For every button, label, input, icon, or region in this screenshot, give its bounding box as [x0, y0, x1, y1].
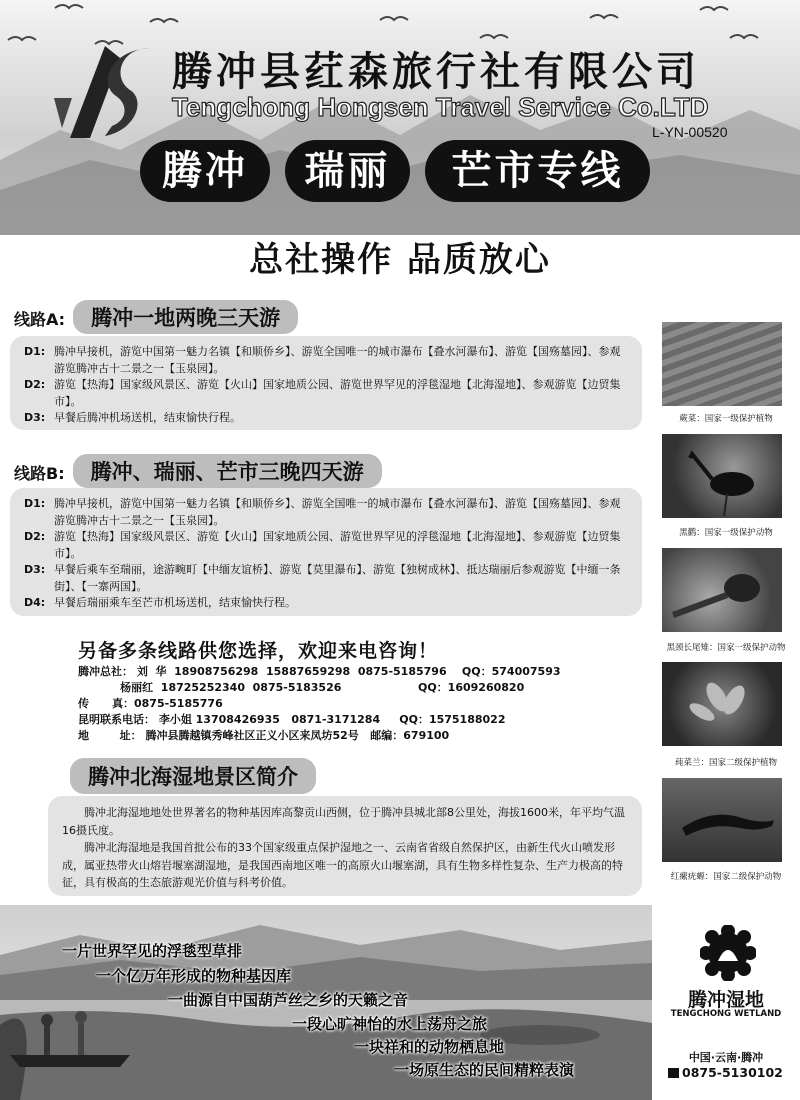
phone-icon	[668, 1068, 679, 1078]
contact-line: 地 址： 腾冲县腾越镇秀峰社区正义小区来凤坊52号 邮编：679100	[78, 729, 450, 742]
wetland-name-cn: 腾冲湿地	[687, 989, 764, 1011]
footer-slogan: 一曲源自中国葫芦丝之乡的天籁之音	[168, 991, 409, 1009]
orchid-icon	[662, 662, 782, 746]
footer-slogan: 一段心旷神怡的水上荡舟之旅	[292, 1015, 488, 1033]
itinerary-row	[24, 377, 628, 410]
photo-newt	[662, 778, 782, 862]
footer-slogan: 一片世界罕见的浮毯型草排	[62, 942, 243, 960]
itinerary-day: D3:	[24, 563, 46, 576]
itinerary-day: D1:	[24, 497, 46, 510]
pheasant-icon	[662, 548, 782, 632]
company-logo-icon	[50, 38, 160, 143]
itinerary-day: D3:	[24, 411, 46, 424]
intro-text-box	[48, 796, 642, 896]
intro-title: 腾冲北海湿地景区简介	[70, 758, 316, 794]
wetland-name-en: TENGCHONG WETLAND	[670, 1009, 782, 1019]
itinerary-text: 腾冲早接机，游览中国第一魅力名镇【和顺侨乡】、游览全国唯一的城市瀑布【叠水河瀑布】、游览【国殇墓园】、参观游览腾冲古十二景之一【玉泉园】。	[54, 345, 621, 375]
wetland-scenery	[0, 905, 652, 1100]
destination-mangshi: 芒市专线	[425, 140, 650, 202]
photo-caption: 蕨菜：国家一级保护植物	[679, 414, 773, 424]
photo-pheasant	[662, 548, 782, 632]
contact-line: 腾冲总社： 刘 华 18908756298 15887659298 0875-5185796 QQ：574007593	[78, 665, 561, 678]
route-b-itinerary	[10, 488, 642, 616]
itinerary-text: 早餐后腾冲机场送机，结束愉快行程。	[54, 411, 241, 424]
wetland-emblem-icon	[700, 925, 756, 981]
contact-line: 杨丽红 18725252340 0875-5183526 QQ：1609260820	[78, 681, 525, 694]
route-a-heading	[14, 300, 298, 334]
route-a-label: 线路A:	[14, 310, 66, 329]
itinerary-row	[24, 595, 628, 612]
itinerary-day: D2:	[24, 378, 46, 391]
itinerary-row	[24, 562, 628, 595]
intro-paragraph: 腾冲北海湿地是我国首批公布的33个国家级重点保护湿地之一、云南省省级自然保护区，由新生代火山喷发形成，属亚热带火山熔岩堰塞湖湿地，是我国西南地区唯一的高原火山堰塞湖，具有生物多样性复杂、生产力极高的特征，具有极高的生态旅游观光价值与科考价值。	[62, 841, 623, 889]
destination-tengchong: 腾冲	[140, 140, 270, 202]
intro-paragraph: 腾冲北海湿地地处世界著名的物种基因库高黎贡山西侧，位于腾冲县城北部8公里处，海拔1600米，年平均气温16摄氏度。	[62, 806, 625, 837]
photo-orchid	[662, 662, 782, 746]
wetland-logo-panel	[652, 905, 800, 1100]
itinerary-text: 早餐后乘车至瑞丽，途游畹町【中缅友谊桥】、游览【莫里瀑布】、游览【独树成林】、抵达瑞丽后参观游览【中缅一条街】、【一寨两国】。	[54, 563, 621, 593]
itinerary-day: D4:	[24, 596, 46, 609]
itinerary-text: 腾冲早接机，游览中国第一魅力名镇【和顺侨乡】、游览全国唯一的城市瀑布【叠水河瀑布】、游览【国殇墓园】、参观游览腾冲古十二景之一【玉泉园】。	[54, 497, 621, 527]
destination-ruili: 瑞丽	[285, 140, 410, 202]
company-name-en: Tengchong Hongsen Travel Service Co.LTD	[172, 92, 709, 122]
photo-fern	[662, 322, 782, 406]
company-name-cn: 腾冲县荭森旅行社有限公司	[172, 49, 700, 95]
itinerary-text: 早餐后瑞丽乘车至芒市机场送机，结束愉快行程。	[54, 596, 296, 609]
photo-black-stork	[662, 434, 782, 518]
slogan: 总社操作 品质放心	[249, 240, 551, 280]
itinerary-row	[24, 529, 628, 562]
newt-icon	[662, 778, 782, 862]
license-number: L-YN-00520	[652, 124, 728, 140]
photo-caption: 莼菜兰：国家二级保护植物	[674, 758, 777, 768]
photo-caption: 红瘰疣螈：国家二级保护动物	[670, 872, 782, 882]
contact-headline: 另备多条线路供您选择，欢迎来电咨询！	[78, 640, 439, 662]
stork-icon	[662, 434, 782, 518]
itinerary-text: 游览【热海】国家级风景区、游览【火山】国家地质公园、游览世界罕见的浮毯湿地【北海湿地】、参观游览【边贸集市】。	[54, 530, 621, 560]
wetland-phone: 0875-5130102	[682, 1065, 783, 1080]
itinerary-row	[24, 410, 628, 427]
contact-line: 昆明联系电话： 李小姐 13708426935 0871-3171284 QQ：1575188022	[78, 713, 506, 726]
photo-caption: 黑颈长尾雉：国家一级保护动物	[666, 643, 786, 653]
route-b-label: 线路B:	[14, 464, 65, 483]
route-a-itinerary	[10, 336, 642, 430]
footer-slogan: 一个亿万年形成的物种基因库	[96, 967, 292, 985]
route-b-title: 腾冲、瑞丽、芒市三晚四天游	[73, 454, 382, 488]
route-b-heading	[14, 454, 382, 488]
contact-line: 传 真：0875-5185776	[78, 697, 223, 710]
itinerary-row	[24, 496, 628, 529]
footer-slogan: 一块祥和的动物栖息地	[354, 1038, 505, 1056]
wetland-location: 中国·云南·腾冲	[688, 1051, 764, 1064]
route-a-title: 腾冲一地两晚三天游	[73, 300, 298, 334]
itinerary-day: D2:	[24, 530, 46, 543]
wetland-phone-row	[668, 1065, 783, 1080]
itinerary-text: 游览【热海】国家级风景区、游览【火山】国家地质公园、游览世界罕见的浮毯湿地【北海湿地】、参观游览【边贸集市】。	[54, 378, 621, 408]
itinerary-row	[24, 344, 628, 377]
itinerary-day: D1:	[24, 345, 46, 358]
photo-caption: 黑鹳：国家一级保护动物	[679, 528, 773, 538]
footer-slogan: 一场原生态的民间精粹表演	[394, 1061, 575, 1079]
